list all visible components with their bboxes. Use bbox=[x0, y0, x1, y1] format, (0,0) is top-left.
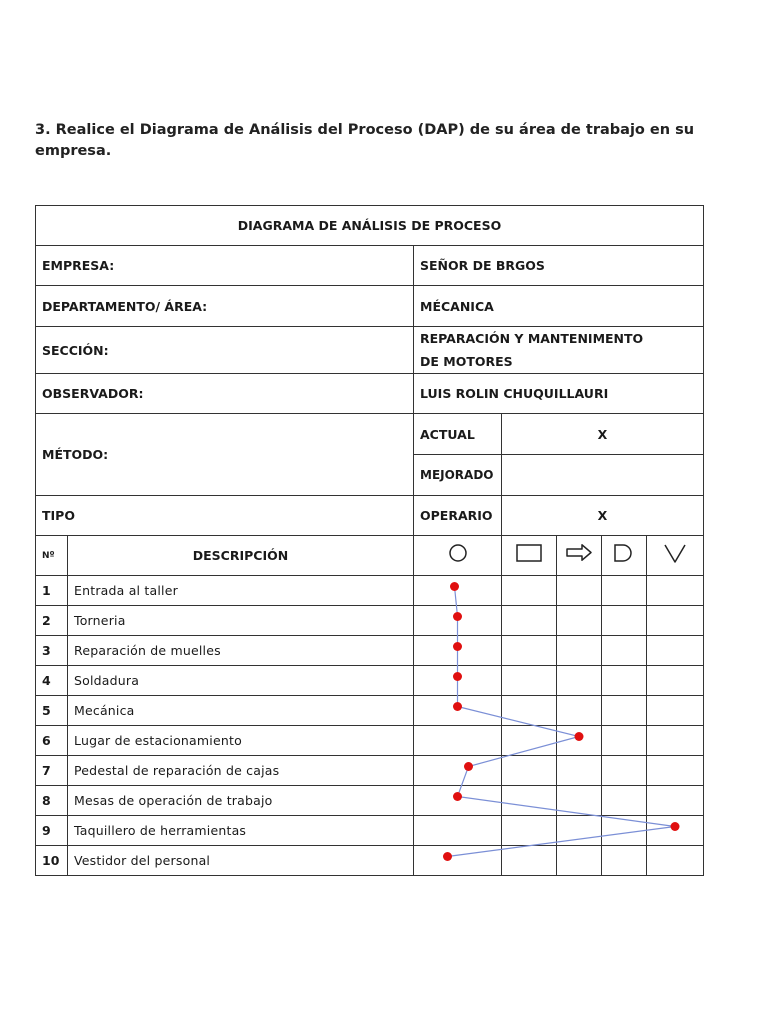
tipo-row bbox=[36, 496, 704, 536]
step-symbol-cell bbox=[502, 786, 557, 816]
title-row bbox=[36, 206, 704, 246]
step-row bbox=[36, 666, 704, 696]
step-symbol-cell bbox=[647, 816, 704, 846]
step-symbol-cell bbox=[647, 846, 704, 876]
step-symbol-cell bbox=[414, 846, 502, 876]
step-symbol-cell bbox=[414, 636, 502, 666]
step-symbol-cell bbox=[557, 726, 602, 756]
step-symbol-cell bbox=[502, 756, 557, 786]
step-symbol-cell bbox=[414, 726, 502, 756]
empresa-row bbox=[36, 246, 704, 286]
step-symbol-cell bbox=[602, 576, 647, 606]
operario-label: OPERARIO bbox=[414, 496, 502, 536]
inspection-square-icon bbox=[515, 544, 543, 568]
question-text: 3. Realice el Diagrama de Análisis del Proceso (DAP) de su área de trabajo en su empresa. bbox=[35, 122, 695, 159]
step-symbol-cell bbox=[414, 696, 502, 726]
step-symbol-cell bbox=[557, 786, 602, 816]
step-symbol-cell bbox=[602, 636, 647, 666]
step-number: 8 bbox=[36, 786, 68, 816]
col-num-header: Nº bbox=[36, 536, 68, 576]
col-inspection bbox=[502, 536, 557, 576]
step-description: Taquillero de herramientas bbox=[68, 816, 414, 846]
step-description: Mesas de operación de trabajo bbox=[68, 786, 414, 816]
step-row bbox=[36, 576, 704, 606]
step-symbol-cell bbox=[602, 756, 647, 786]
step-symbol-cell bbox=[602, 696, 647, 726]
step-row bbox=[36, 606, 704, 636]
step-symbol-cell bbox=[602, 786, 647, 816]
step-symbol-cell bbox=[557, 696, 602, 726]
step-symbol-cell bbox=[647, 666, 704, 696]
step-number: 9 bbox=[36, 816, 68, 846]
departamento-row bbox=[36, 286, 704, 327]
step-row bbox=[36, 846, 704, 876]
tipo-label: TIPO bbox=[36, 496, 414, 536]
step-symbol-cell bbox=[647, 576, 704, 606]
step-symbol-cell bbox=[414, 756, 502, 786]
step-row bbox=[36, 726, 704, 756]
step-symbol-cell bbox=[502, 696, 557, 726]
metodo-label: MÉTODO: bbox=[36, 414, 414, 496]
step-description: Entrada al taller bbox=[68, 576, 414, 606]
observador-row bbox=[36, 374, 704, 414]
step-number: 5 bbox=[36, 696, 68, 726]
step-description: Reparación de muelles bbox=[68, 636, 414, 666]
metodo-actual-row bbox=[36, 414, 704, 455]
step-description: Lugar de estacionamiento bbox=[68, 726, 414, 756]
departamento-label: DEPARTAMENTO/ ÁREA: bbox=[36, 286, 414, 327]
step-symbol-cell bbox=[647, 756, 704, 786]
table-title: DIAGRAMA DE ANÁLISIS DE PROCESO bbox=[36, 206, 704, 246]
operation-circle-icon bbox=[446, 544, 470, 568]
step-symbol-cell bbox=[647, 786, 704, 816]
step-symbol-cell bbox=[557, 816, 602, 846]
step-number: 7 bbox=[36, 756, 68, 786]
step-row bbox=[36, 636, 704, 666]
step-number: 6 bbox=[36, 726, 68, 756]
mejorado-mark bbox=[502, 455, 704, 496]
col-delay bbox=[602, 536, 647, 576]
operario-mark: X bbox=[502, 496, 704, 536]
step-symbol-cell bbox=[557, 666, 602, 696]
step-symbol-cell bbox=[602, 726, 647, 756]
step-symbol-cell bbox=[502, 576, 557, 606]
step-symbol-cell bbox=[502, 606, 557, 636]
col-operation bbox=[414, 536, 502, 576]
step-symbol-cell bbox=[414, 666, 502, 696]
seccion-row bbox=[36, 327, 704, 374]
step-symbol-cell bbox=[502, 636, 557, 666]
step-row bbox=[36, 786, 704, 816]
delay-d-icon bbox=[610, 544, 638, 568]
steps-body bbox=[36, 576, 704, 876]
observador-label: OBSERVADOR: bbox=[36, 374, 414, 414]
col-storage bbox=[647, 536, 704, 576]
step-symbol-cell bbox=[414, 576, 502, 606]
step-symbol-cell bbox=[602, 606, 647, 636]
column-header-row bbox=[36, 536, 704, 576]
step-description: Mecánica bbox=[68, 696, 414, 726]
step-description: Soldadura bbox=[68, 666, 414, 696]
actual-label: ACTUAL bbox=[414, 414, 502, 455]
seccion-value: REPARACIÓN Y MANTENIMENTO DE MOTORES bbox=[414, 327, 704, 374]
step-row bbox=[36, 816, 704, 846]
step-symbol-cell bbox=[647, 696, 704, 726]
departamento-value: MÉCANICA bbox=[414, 286, 704, 327]
observador-value: LUIS ROLIN CHUQUILLAURI bbox=[414, 374, 704, 414]
step-symbol-cell bbox=[414, 786, 502, 816]
empresa-label: EMPRESA: bbox=[36, 246, 414, 286]
step-symbol-cell bbox=[557, 576, 602, 606]
mejorado-label: MEJORADO bbox=[414, 455, 502, 496]
step-description: Vestidor del personal bbox=[68, 846, 414, 876]
step-number: 10 bbox=[36, 846, 68, 876]
actual-mark: X bbox=[502, 414, 704, 455]
step-description: Torneria bbox=[68, 606, 414, 636]
step-symbol-cell bbox=[557, 756, 602, 786]
col-desc-header: DESCRIPCIÓN bbox=[68, 536, 414, 576]
step-symbol-cell bbox=[647, 636, 704, 666]
step-symbol-cell bbox=[502, 726, 557, 756]
dap-table bbox=[35, 205, 704, 876]
step-symbol-cell bbox=[557, 636, 602, 666]
step-number: 2 bbox=[36, 606, 68, 636]
seccion-label: SECCIÓN: bbox=[36, 327, 414, 374]
step-symbol-cell bbox=[557, 606, 602, 636]
storage-triangle-icon bbox=[661, 544, 689, 568]
step-symbol-cell bbox=[602, 816, 647, 846]
step-symbol-cell bbox=[557, 846, 602, 876]
step-symbol-cell bbox=[502, 816, 557, 846]
step-number: 4 bbox=[36, 666, 68, 696]
step-symbol-cell bbox=[502, 666, 557, 696]
step-number: 3 bbox=[36, 636, 68, 666]
step-symbol-cell bbox=[602, 666, 647, 696]
col-transport bbox=[557, 536, 602, 576]
empresa-value: SEÑOR DE BRGOS bbox=[414, 246, 704, 286]
step-symbol-cell bbox=[647, 606, 704, 636]
transport-arrow-icon bbox=[565, 544, 593, 568]
step-symbol-cell bbox=[602, 846, 647, 876]
step-row bbox=[36, 696, 704, 726]
step-row bbox=[36, 756, 704, 786]
step-description: Pedestal de reparación de cajas bbox=[68, 756, 414, 786]
step-symbol-cell bbox=[414, 816, 502, 846]
step-symbol-cell bbox=[502, 846, 557, 876]
step-symbol-cell bbox=[414, 606, 502, 636]
step-symbol-cell bbox=[647, 726, 704, 756]
step-number: 1 bbox=[36, 576, 68, 606]
